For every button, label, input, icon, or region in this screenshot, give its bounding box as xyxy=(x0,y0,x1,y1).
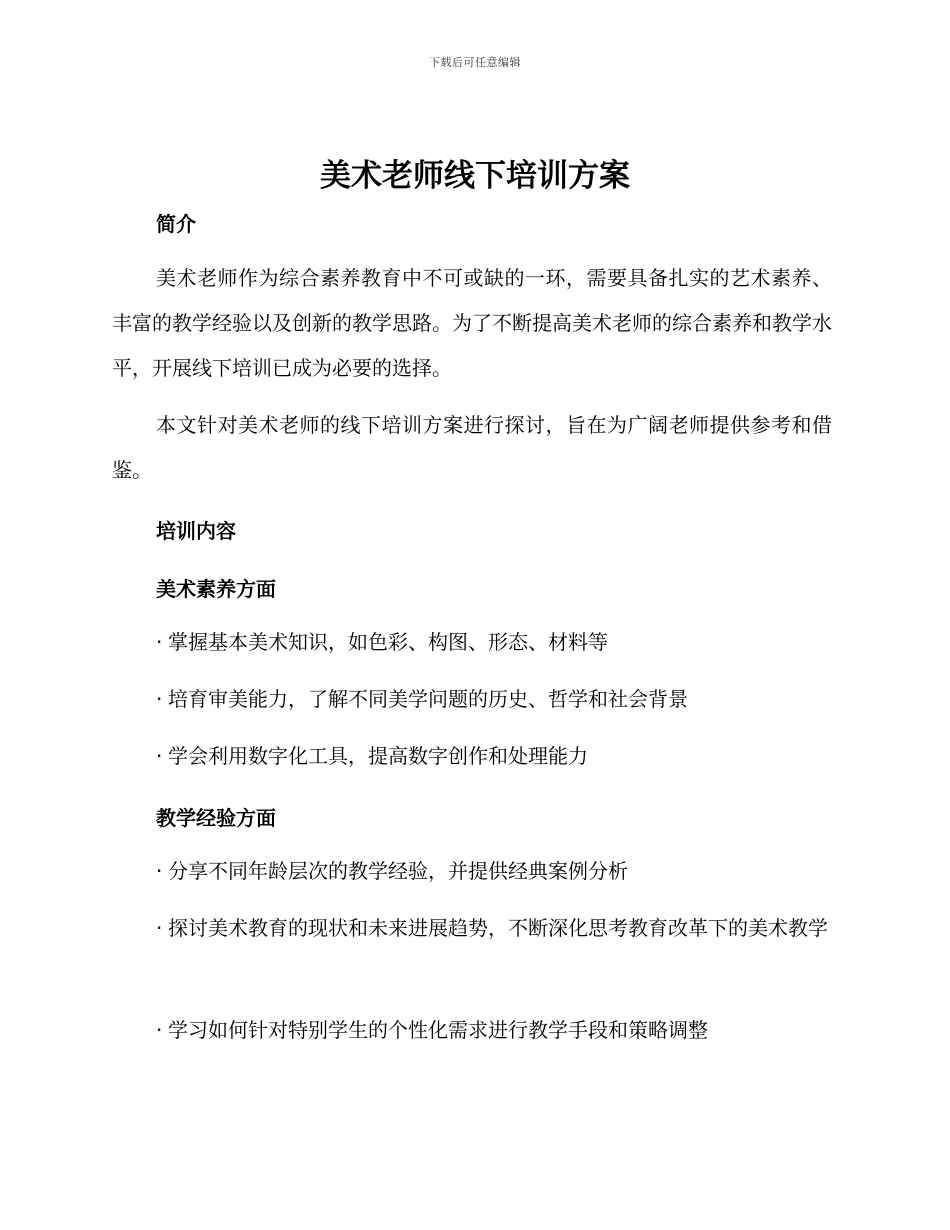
list-item xyxy=(112,677,832,722)
intro-paragraph-1: 美术老师作为综合素养教育中不可或缺的一环，需要具备扎实的艺术素养、丰富的教学经验以及创新的教学思路。为了不断提高美术老师的综合素养和教学水平，开展线下培训已成为必要的选择。 xyxy=(112,266,832,380)
list-item xyxy=(112,1008,832,1053)
list-item-text: 掌握基本美术知识，如色彩、构图、形态、材料等 xyxy=(168,630,608,654)
list-item xyxy=(112,849,832,894)
intro-heading: 简介 xyxy=(156,212,196,236)
teach-heading: 教学经验方面 xyxy=(156,806,276,830)
list-item-text: 探讨美术教育的现状和未来进展趋势，不断深化思考教育改革下的美术教学 xyxy=(168,916,828,940)
list-item xyxy=(112,906,832,951)
content-heading: 培训内容 xyxy=(156,519,236,543)
list-item-text: 分享不同年龄层次的教学经验，并提供经典案例分析 xyxy=(168,859,628,883)
page-title: 美术老师线下培训方案 xyxy=(320,158,630,194)
list-item-text: 学习如何针对特别学生的个性化需求进行教学手段和策略调整 xyxy=(168,1018,708,1042)
bullet-mark: · xyxy=(156,916,163,940)
art-heading: 美术素养方面 xyxy=(156,577,276,601)
bullet-mark: · xyxy=(156,687,163,711)
bullet-mark: · xyxy=(156,630,163,654)
bullet-mark: · xyxy=(156,744,163,768)
list-item-text: 培育审美能力，了解不同美学问题的历史、哲学和社会背景 xyxy=(168,687,688,711)
header-note: 下载后可任意编辑 xyxy=(429,56,521,69)
list-item xyxy=(112,734,832,779)
bullet-mark: · xyxy=(156,1018,163,1042)
list-item xyxy=(112,620,832,665)
list-item-text: 学会利用数字化工具，提高数字创作和处理能力 xyxy=(168,744,588,768)
intro-paragraph-2: 本文针对美术老师的线下培训方案进行探讨，旨在为广阔老师提供参考和借鉴。 xyxy=(112,413,832,482)
bullet-mark: · xyxy=(156,859,163,883)
